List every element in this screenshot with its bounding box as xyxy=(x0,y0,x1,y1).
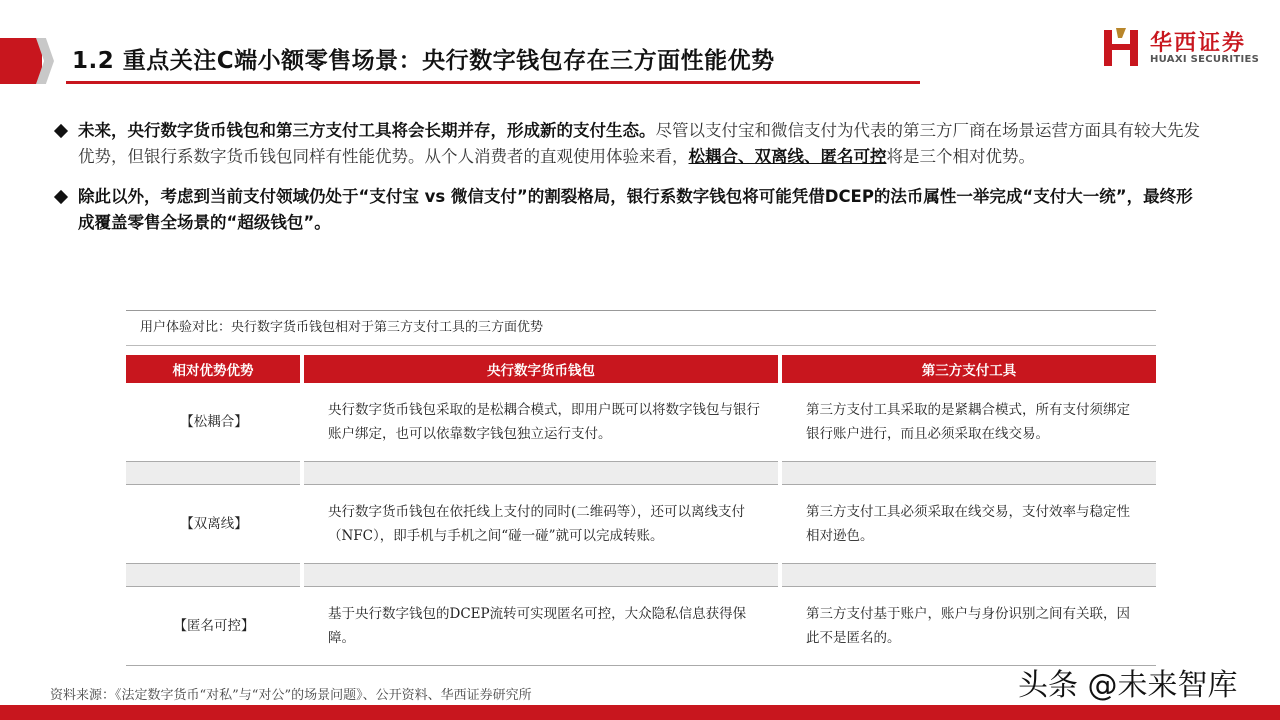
bullet-list xyxy=(56,118,1206,250)
title-underline xyxy=(66,81,920,84)
table-row xyxy=(126,485,1156,564)
bullet-text-end: 将是三个相对优势。 xyxy=(886,147,1035,166)
watermark: 头条 @未来智库 xyxy=(1018,668,1238,703)
row-label: 【匿名可控】 xyxy=(126,587,302,666)
bullet-bold-text: 未来，央行数字货币钱包和第三方支付工具将会长期并存，形成新的支付生态。 xyxy=(78,121,656,140)
table-caption: 用户体验对比：央行数字货币钱包相对于第三方支付工具的三方面优势 xyxy=(126,310,1156,346)
row-label: 【松耦合】 xyxy=(126,383,302,462)
huaxi-logo-icon xyxy=(1102,26,1140,68)
page-title: 1.2 重点关注C端小额零售场景：央行数字钱包存在三方面性能优势 xyxy=(72,48,775,74)
row-label: 【双离线】 xyxy=(126,485,302,564)
logo-cn-text: 华西证券 xyxy=(1150,31,1247,56)
footer-bar xyxy=(0,705,1280,720)
diamond-bullet-icon xyxy=(54,124,68,138)
header-third-party: 第三方支付工具 xyxy=(780,355,1156,383)
comparison-table xyxy=(126,355,1156,666)
comparison-table-block xyxy=(126,310,1156,666)
bullet-bold-text: 除此以外，考虑到当前支付领域仍处于“支付宝 vs 微信支付”的割裂格局，银行系数字钱包将可能凭借DCEP的法币属性一举完成“支付大一统”，最终形成覆盖零售全场景的“超级钱包”。 xyxy=(78,187,1193,232)
diamond-bullet-icon xyxy=(54,190,68,204)
table-spacer-row xyxy=(126,462,1156,485)
third-party-cell: 第三方支付基于账户，账户与身份识别之间有关联，因此不是匿名的。 xyxy=(780,587,1156,666)
table-spacer-row xyxy=(126,564,1156,587)
table-row xyxy=(126,383,1156,462)
logo-en-text: HUAXI SECURITIES xyxy=(1150,54,1260,65)
table-row xyxy=(126,587,1156,666)
third-party-cell: 第三方支付工具必须采取在线交易，支付效率与稳定性相对逊色。 xyxy=(780,485,1156,564)
bullet-text: 尽管以支付宝和微信支付为代表的第三方厂商在场景运营方面具有较大先发优势，但银行系数字货币钱包同样有性能优势。从个人消费者的直观使用体验来看， xyxy=(78,121,1200,166)
bullet-underline-text: 松耦合、双离线、匿名可控 xyxy=(688,147,887,166)
bullet-item xyxy=(56,118,1206,170)
title-accent-block xyxy=(0,38,42,84)
third-party-cell: 第三方支付工具采取的是紧耦合模式，所有支付须绑定银行账户进行，而且必须采取在线交易。 xyxy=(780,383,1156,462)
table-header-row xyxy=(126,355,1156,383)
title-bar xyxy=(0,38,920,84)
bullet-item xyxy=(56,184,1206,236)
header-dcep: 央行数字货币钱包 xyxy=(302,355,780,383)
source-note: 资料来源：《法定数字货币“对私”与“对公”的场景问题》、公开资料、华西证券研究所 xyxy=(50,688,532,703)
header-advantage: 相对优势优势 xyxy=(126,355,302,383)
dcep-cell: 央行数字货币钱包在依托线上支付的同时(二维码等），还可以离线支付（NFC），即手机与手机之间“碰一碰”就可以完成转账。 xyxy=(302,485,780,564)
company-logo xyxy=(1102,26,1272,70)
dcep-cell: 基于央行数字钱包的DCEP流转可实现匿名可控，大众隐私信息获得保障。 xyxy=(302,587,780,666)
dcep-cell: 央行数字货币钱包采取的是松耦合模式，即用户既可以将数字钱包与银行账户绑定，也可以依靠数字钱包独立运行支付。 xyxy=(302,383,780,462)
